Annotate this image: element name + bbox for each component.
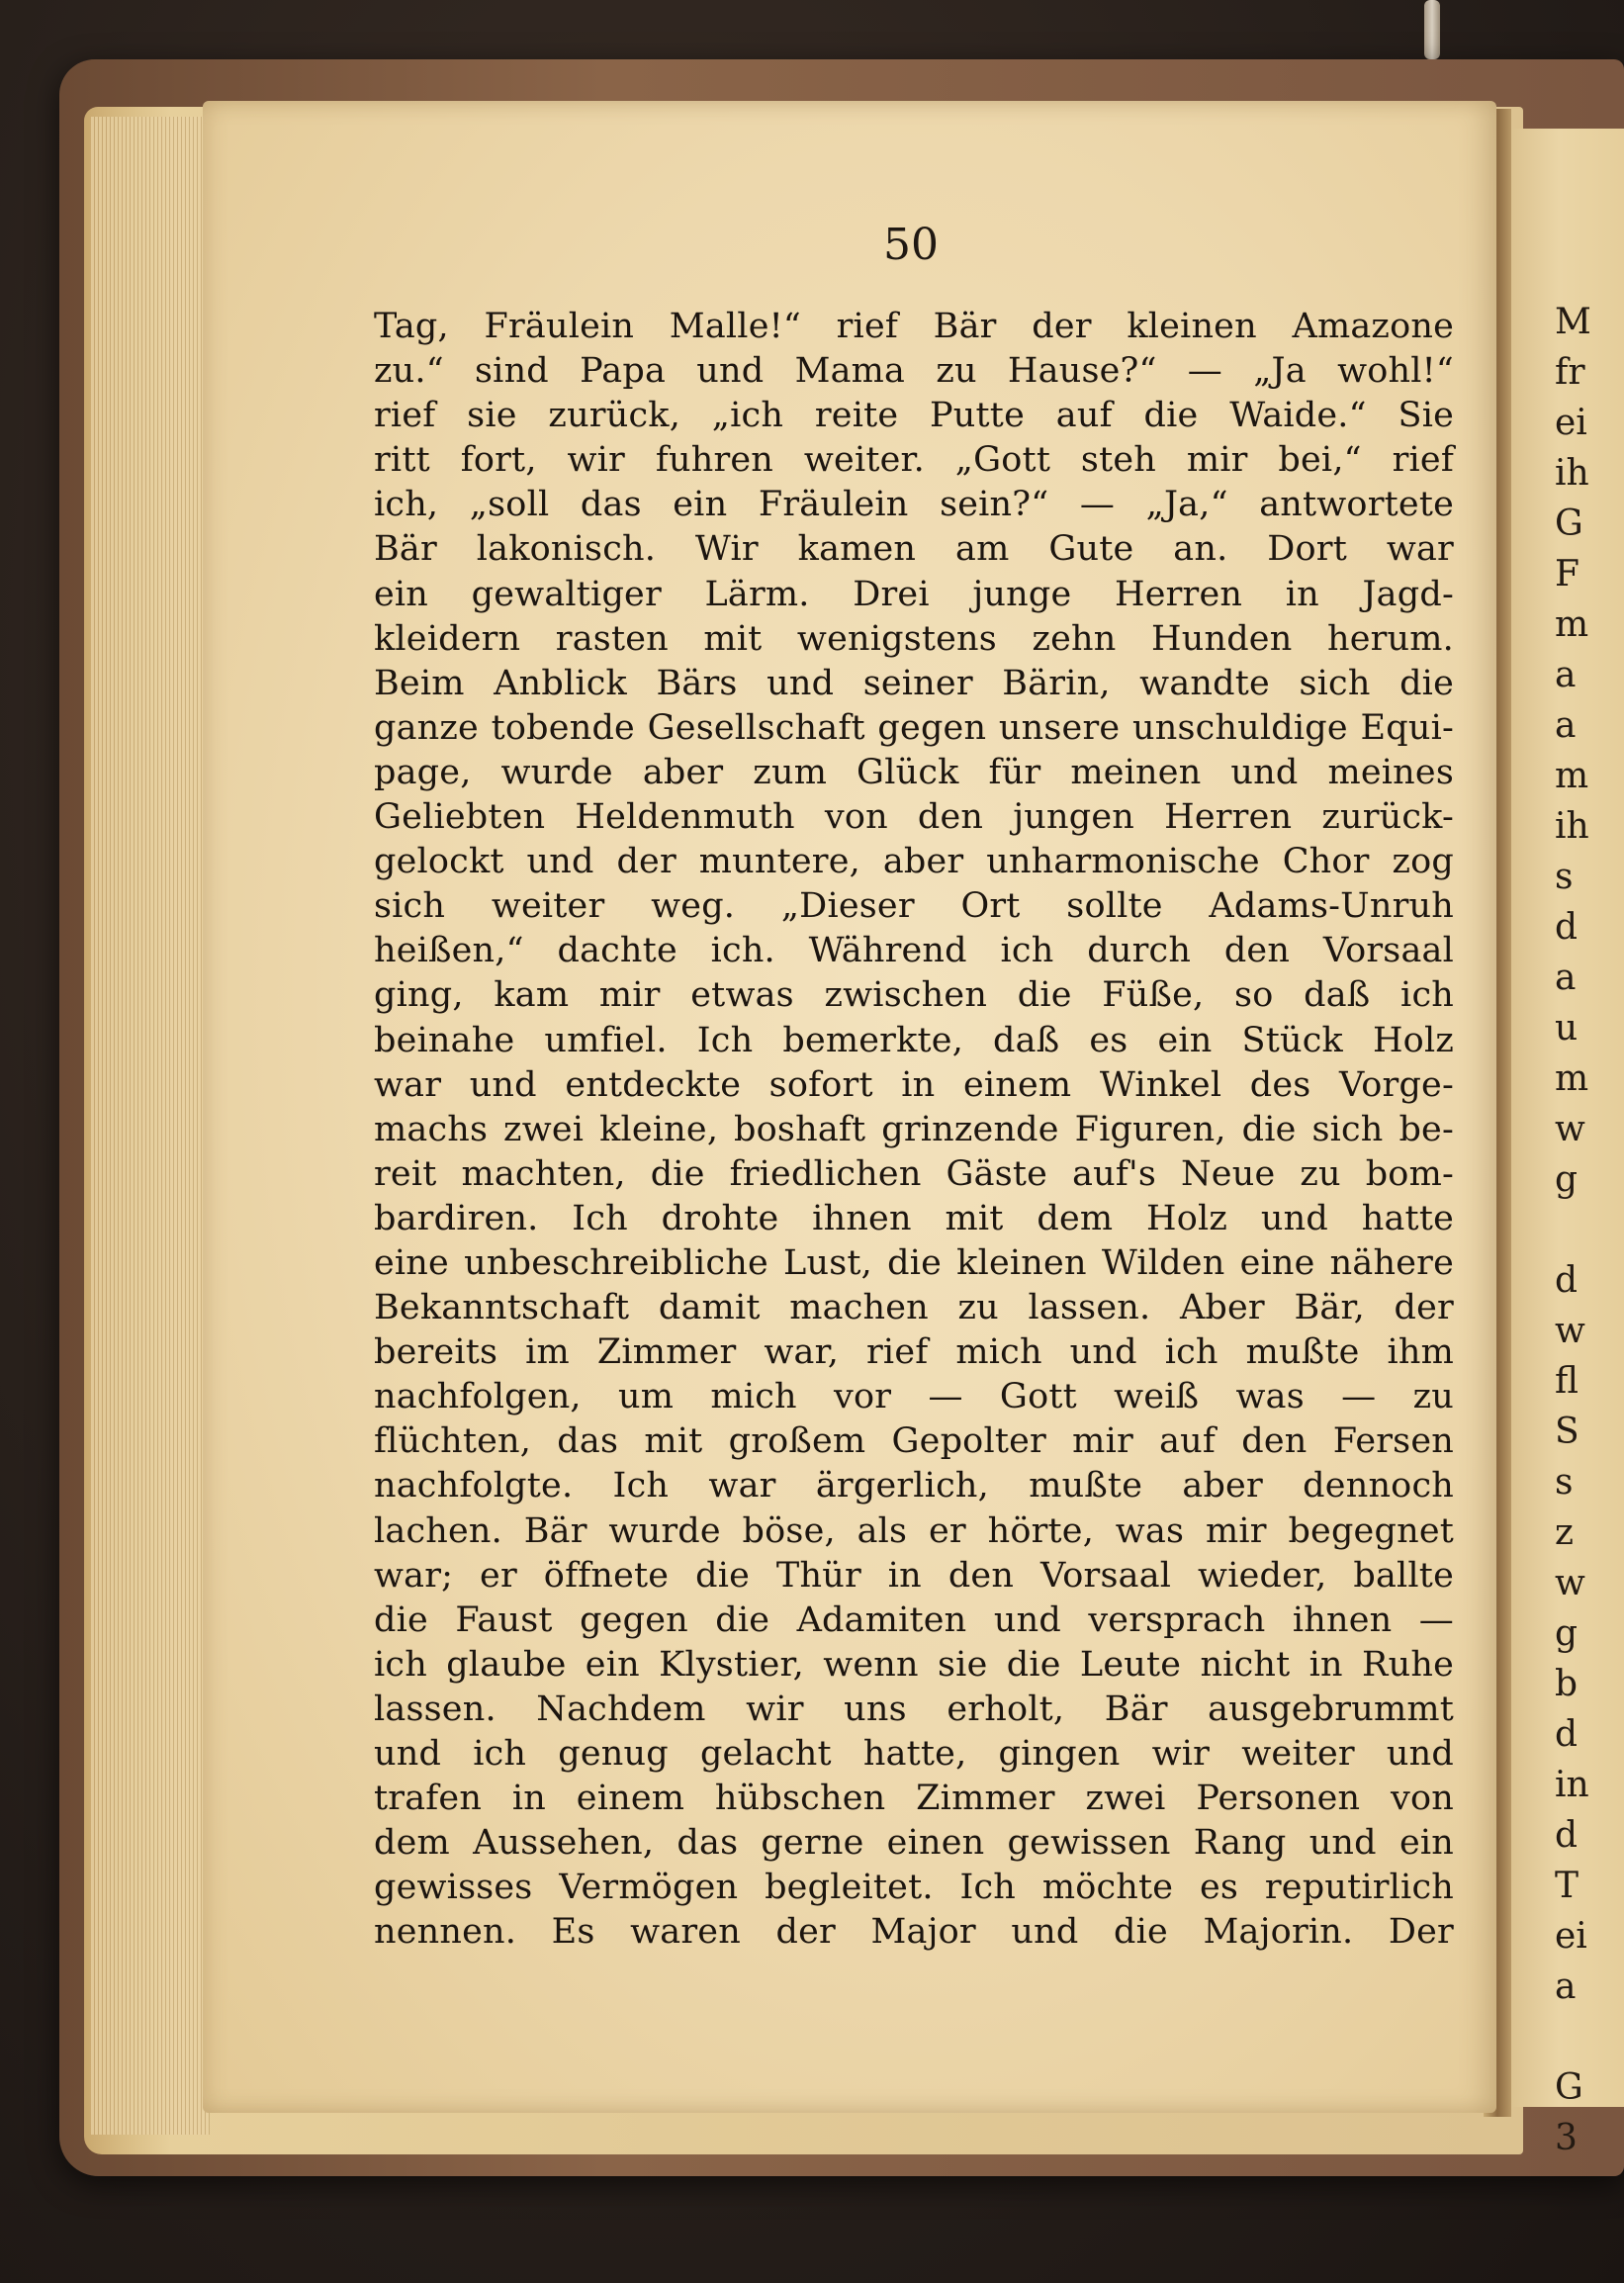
facing-text-fragment: d — [1555, 1260, 1579, 1301]
facing-text-fragment — [1555, 1205, 1624, 1255]
facing-text-fragment: a — [1555, 705, 1577, 746]
text-line: ganze tobende Gesellschaft gegen unsere unschuldige Equi- — [374, 707, 1454, 748]
text-line: nachfolgte. Ich war ärgerlich, mußte aber dennoch — [374, 1466, 1454, 1507]
facing-text-fragment: d — [1555, 1714, 1579, 1755]
facing-text-fragment: w — [1555, 1109, 1585, 1149]
facing-text-fragment: d — [1555, 1815, 1579, 1856]
text-line: ritt fort, wir fuhren weiter. „Gott steh mir bei,“ rief — [374, 440, 1454, 481]
facing-text-fragment: m — [1555, 604, 1589, 645]
facing-text-fragment: s — [1555, 857, 1574, 897]
text-line: eine unbeschreibliche Lust, die kleinen Wilden eine nähere — [374, 1242, 1454, 1283]
text-line: zu.“ sind Papa und Mama zu Hause?“ — „Ja wohl!“ — [374, 351, 1454, 392]
text-line: Beim Anblick Bärs und seiner Bärin, wandte sich die — [374, 663, 1454, 703]
facing-text-fragment — [1555, 2012, 1624, 2062]
facing-text-fragment: g — [1555, 1613, 1579, 1654]
text-line: reit machten, die friedlichen Gäste auf's Neue zu bom- — [374, 1153, 1454, 1194]
facing-text-fragment: 3 — [1555, 2118, 1578, 2158]
text-line: ein gewaltiger Lärm. Drei junge Herren in Jagd- — [374, 574, 1454, 614]
facing-text-fragment: a — [1555, 958, 1577, 998]
text-line: Bekanntschaft damit machen zu lassen. Aber Bär, der — [374, 1288, 1454, 1328]
text-line: machs zwei kleine, boshaft grinzende Figuren, die sich be- — [374, 1109, 1454, 1149]
text-line: page, wurde aber zum Glück für meinen und meines — [374, 752, 1454, 792]
text-line: bereits im Zimmer war, rief mich und ich mußte ihm — [374, 1332, 1454, 1373]
text-line: ich glaube ein Klystier, wenn sie die Leute nicht in Ruhe — [374, 1644, 1454, 1685]
facing-text-fragment: ih — [1555, 806, 1589, 847]
text-line: kleidern rasten mit wenigstens zehn Hunden herum. — [374, 618, 1454, 659]
facing-text-fragment: M — [1555, 302, 1591, 342]
facing-text-fragment: b — [1555, 1664, 1579, 1704]
facing-text-fragment: S — [1555, 1412, 1579, 1452]
facing-text-fragment: m — [1555, 756, 1589, 796]
facing-text-fragment: ei — [1555, 403, 1587, 443]
facing-text-fragment: m — [1555, 1058, 1589, 1099]
facing-text-fragment: fl — [1555, 1361, 1579, 1402]
text-line: Geliebten Heldenmuth von den jungen Herren zurück- — [374, 797, 1454, 838]
facing-text-fragment: ei — [1555, 1916, 1587, 1957]
facing-text-fragment: T — [1555, 1866, 1579, 1906]
page-number: 50 — [883, 220, 939, 270]
text-line: trafen in einem hübschen Zimmer zwei Personen von — [374, 1779, 1454, 1819]
text-line: und ich genug gelacht hatte, gingen wir weiter und — [374, 1734, 1454, 1774]
body-text — [374, 305, 1454, 1955]
facing-text-fragment: in — [1555, 1765, 1589, 1805]
facing-text-fragment: G — [1555, 503, 1583, 544]
facing-page-text — [1555, 297, 1624, 2163]
page-edges — [91, 117, 210, 2135]
facing-text-fragment: d — [1555, 907, 1579, 948]
text-line: beinahe umfiel. Ich bemerkte, daß es ein Stück Holz — [374, 1020, 1454, 1060]
text-line: die Faust gegen die Adamiten und versprach ihnen — — [374, 1599, 1454, 1640]
text-line: Tag, Fräulein Malle!“ rief Bär der kleinen Amazone — [374, 307, 1454, 346]
text-line: ich, „soll das ein Fräulein sein?“ — „Ja,“ antwortete — [374, 485, 1454, 525]
binding-thread — [1424, 0, 1440, 59]
text-line: lassen. Nachdem wir uns erholt, Bär ausgebrummt — [374, 1689, 1454, 1729]
text-line: bardiren. Ich drohte ihnen mit dem Holz und hatte — [374, 1198, 1454, 1238]
text-line: sich weiter weg. „Dieser Ort sollte Adams-Unruh — [374, 886, 1454, 927]
text-line: Bär lakonisch. Wir kamen am Gute an. Dort war — [374, 529, 1454, 570]
text-line: rief sie zurück, „ich reite Putte auf die Waide.“ Sie — [374, 396, 1454, 436]
text-line: nachfolgen, um mich vor — Gott weiß was — zu — [374, 1377, 1454, 1417]
facing-text-fragment: w — [1555, 1311, 1585, 1351]
text-line: war und entdeckte sofort in einem Winkel des Vorge- — [374, 1064, 1454, 1105]
facing-text-fragment: g — [1555, 1159, 1579, 1200]
facing-text-fragment: s — [1555, 1462, 1574, 1503]
text-line: nennen. Es waren der Major und die Majorin. Der — [374, 1912, 1454, 1953]
facing-text-fragment: G — [1555, 2067, 1583, 2108]
facing-text-fragment: a — [1555, 1966, 1577, 2007]
facing-text-fragment: fr — [1555, 352, 1585, 393]
text-line: flüchten, das mit großem Gepolter mir auf den Fersen — [374, 1421, 1454, 1462]
text-line: gelockt und der muntere, aber unharmonische Chor zog — [374, 842, 1454, 882]
facing-text-fragment: u — [1555, 1008, 1579, 1049]
text-line: dem Aussehen, das gerne einen gewissen Rang und ein — [374, 1823, 1454, 1864]
text-line: heißen,“ dachte ich. Während ich durch den Vorsaal — [374, 931, 1454, 971]
facing-text-fragment: F — [1555, 554, 1579, 594]
facing-text-fragment: z — [1555, 1512, 1574, 1553]
facing-text-fragment: ih — [1555, 453, 1589, 494]
facing-text-fragment: w — [1555, 1563, 1585, 1603]
text-line: ging, kam mir etwas zwischen die Füße, so daß ich — [374, 975, 1454, 1016]
facing-text-fragment: a — [1555, 655, 1577, 695]
text-line: gewisses Vermögen begleitet. Ich möchte es reputirlich — [374, 1868, 1454, 1908]
text-line: lachen. Bär wurde böse, als er hörte, was mir begegnet — [374, 1510, 1454, 1551]
text-line: war; er öffnete die Thür in den Vorsaal wieder, ballte — [374, 1555, 1454, 1596]
